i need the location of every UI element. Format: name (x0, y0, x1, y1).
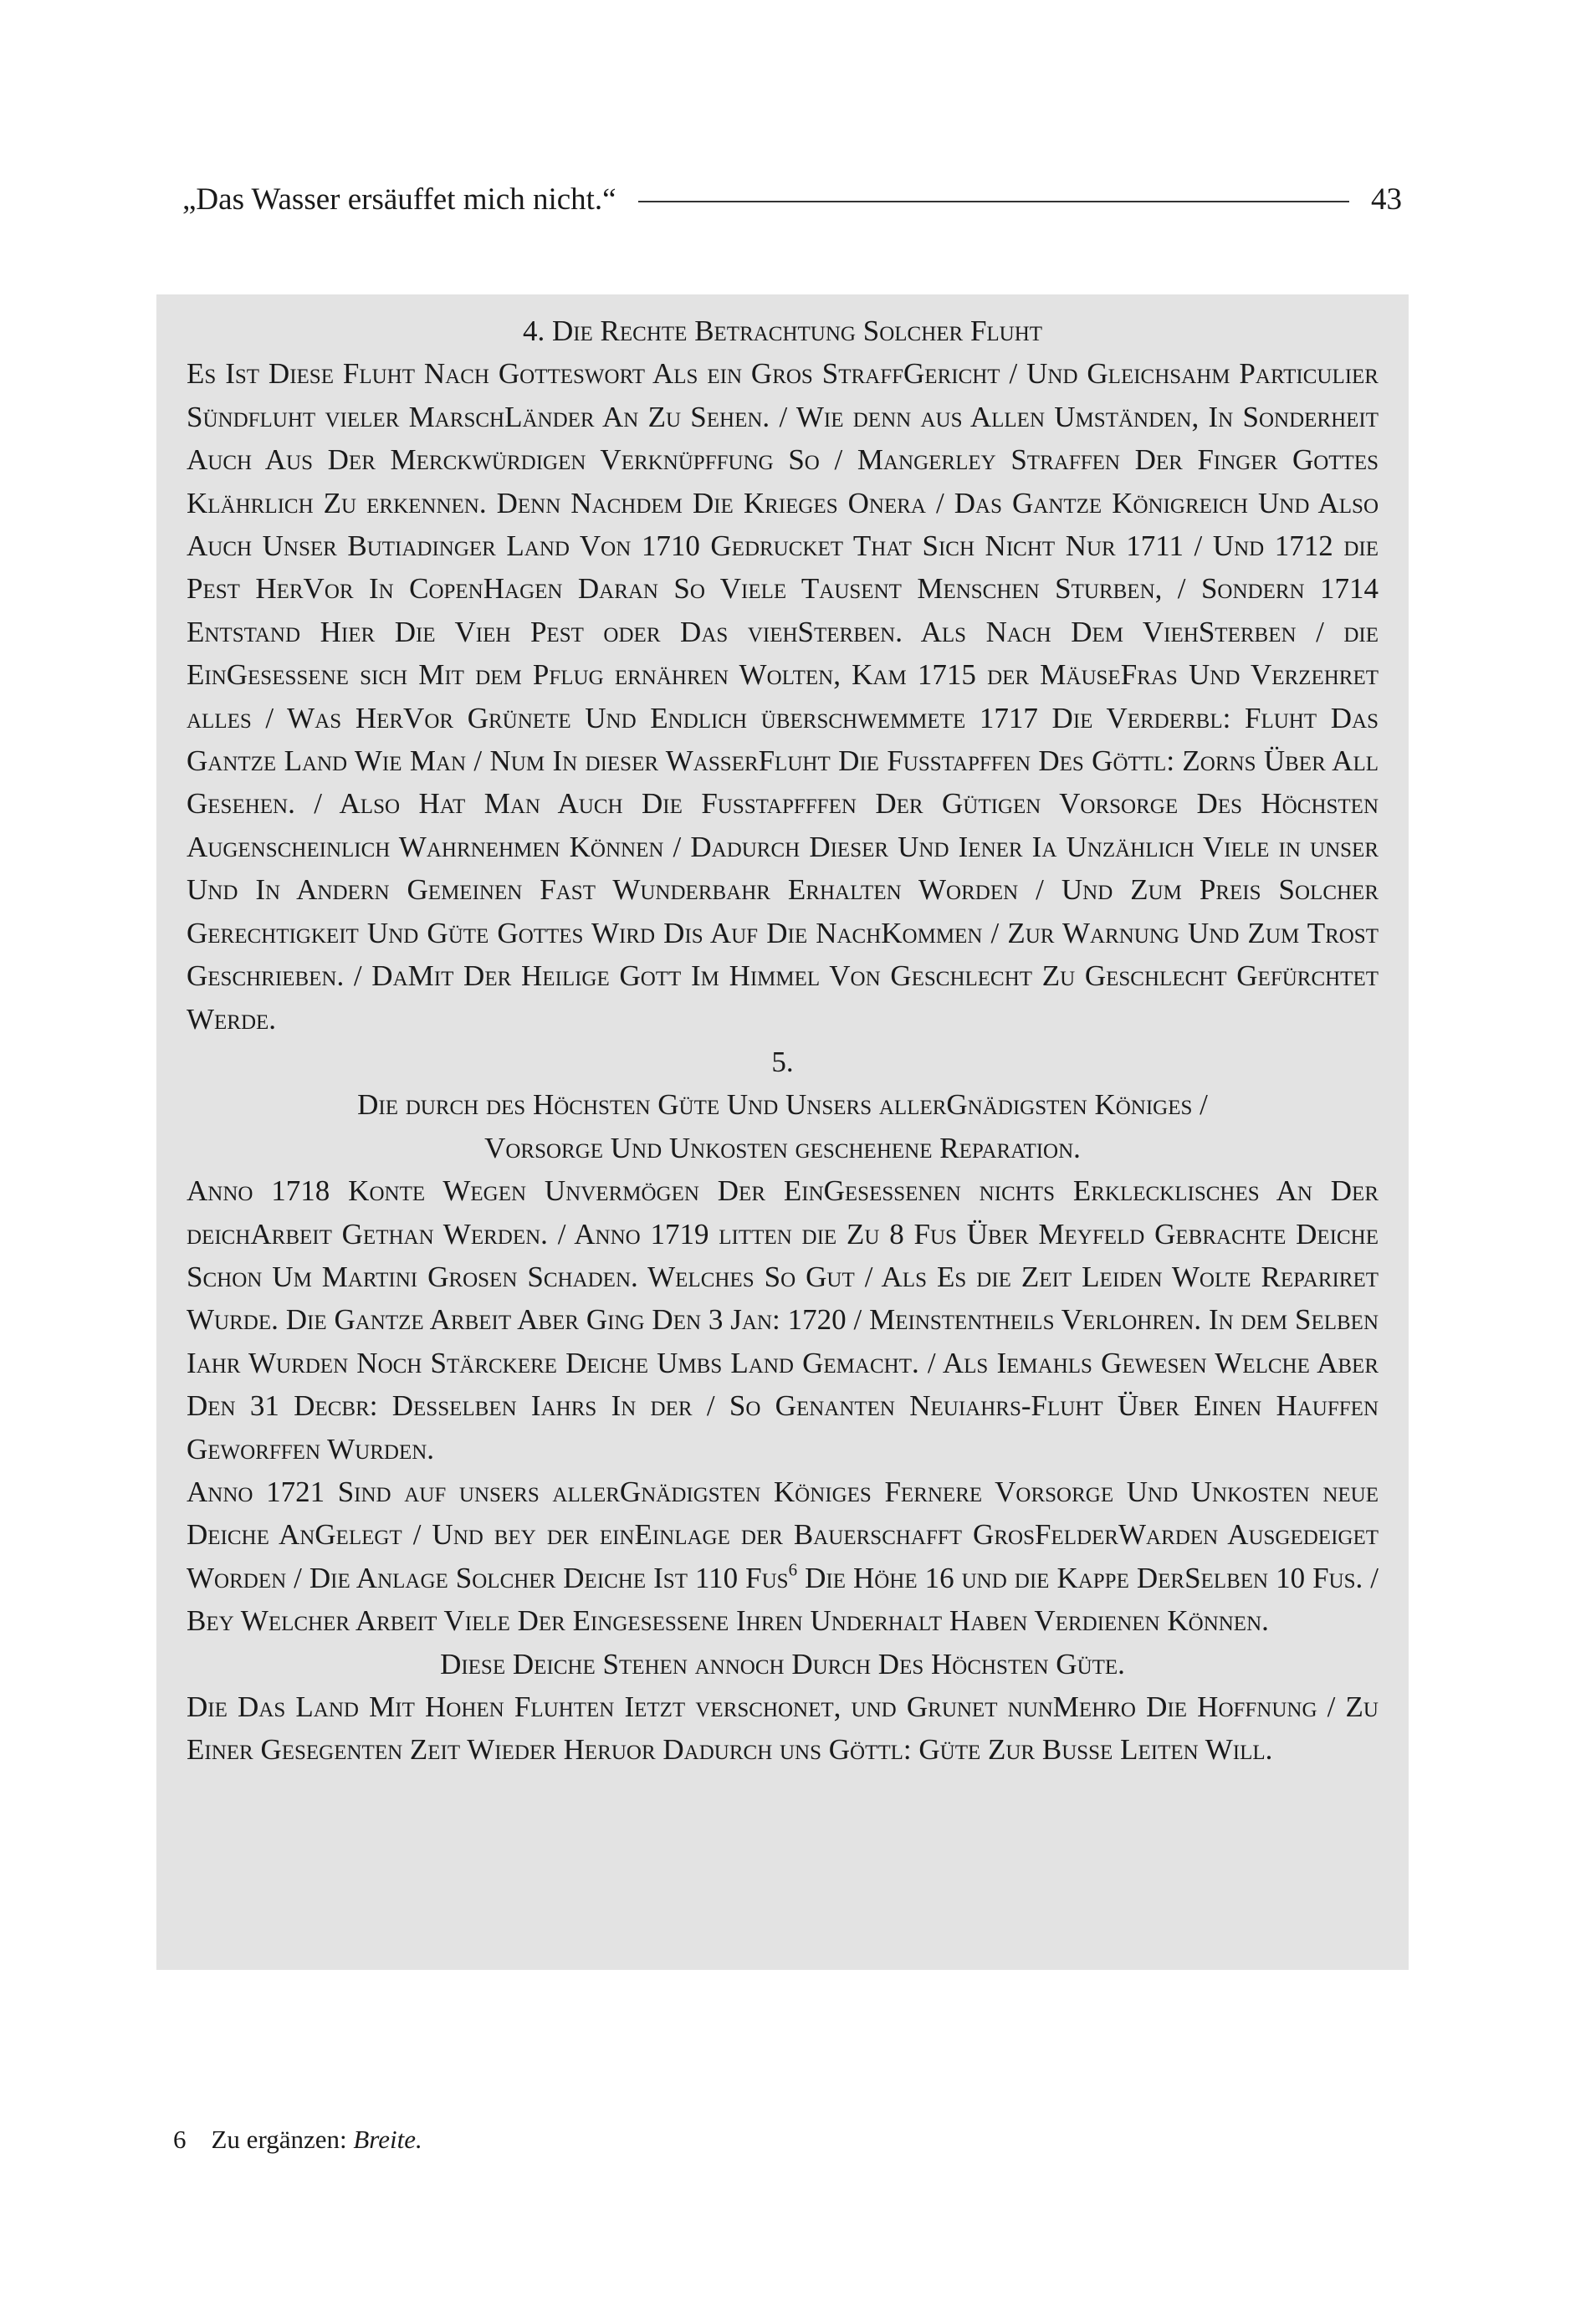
quoted-document-box (156, 294, 1409, 1970)
paragraph-2-text-after: Die Höhe 16 und die Kappe DerSelben 10 Fus. / Bey Welcher Arbeit Viele Der Eingesessene Ihren Underhalt Haben Verdienen Können. (187, 1561, 1379, 1638)
section-4-heading: 4. Die Rechte Betrachtung Solcher Fluht (522, 315, 1043, 347)
footnote (173, 2125, 422, 2155)
running-head-title: „Das Wasser ersäuffet mich nicht.“ (182, 182, 616, 217)
page-number: 43 (1371, 182, 1402, 217)
section-5-number: 5. (771, 1045, 794, 1078)
footnote-text: Zu ergänzen: (211, 2125, 347, 2154)
section-5-center-line: Diese Deiche Stehen annoch Durch Des Höchsten Güte. (440, 1647, 1125, 1680)
section-5-heading-line-2: Vorsorge Und Unkosten geschehene Reparation. (484, 1131, 1081, 1164)
section-5-paragraph-2 (187, 1471, 1379, 1643)
section-4-body: Es Ist Diese Fluht Nach Gotteswort Als ein Gros StraffGericht / Und Gleichsahm Particulier Sündfluht vieler MarschLänder An Zu Sehen. / Wie denn aus Allen Umständen, In Sonderheit Auch Aus Der Merckwürdigen Verknüpffung So / Mangerley Straffen Der Finger Gottes Klährlich Zu erkennen. Denn Nachdem Die Krieges Onera / Das Gantze Königreich Und Also Auch Unser Butiadinger Land Von 1710 Gedrucket That Sich Nicht Nur 1711 / Und 1712 die Pest HerVor In CopenHagen Daran So Viele Tausent Menschen Sturben, / Sondern 1714 Entstand Hier Die Vieh Pest oder Das viehSterben. Als Nach Dem ViehSterben / die EinGesessene sich Mit dem Pflug ernähren Wolten, Kam 1715 der MäuseFras Und Verzehret alles / Was HerVor Grünete Und Endlich überschwemmete 1717 Die Verderbl: Fluht Das Gantze Land Wie Man / Num In dieser WasserFluht Die Fusstapffen Des Göttl: Zorns Über All Gesehen. / Also Hat Man Auch Die Fusstapfffen Der Gütigen Vorsorge Des Höchsten Augenscheinlich Wahrnehmen Können / Dadurch Dieser Und Iener Ia Unzählich Viele in unser Und In Andern Gemeinen Fast Wunderbahr Erhalten Worden / Und Zum Preis Solcher Gerechtigkeit Und Güte Gottes Wird Dis Auf Die NachKommen / Zur Warnung Und Zum Trost Geschrieben. / DaMit Der Heilige Gott Im Himmel Von Geschlecht Zu Geschlecht Gefürchtet Werde. (187, 357, 1379, 1036)
section-5-paragraph-1: Anno 1718 Konte Wegen Unvermögen Der EinGesessenen nichts Erklecklisches An Der deichArbeit Gethan Werden. / Anno 1719 litten die Zu 8 Fus Über Meyfeld Gebrachte Deiche Schon Um Martini Grosen Schaden. Welches So Gut / Als Es die Zeit Leiden Wolte Repariret Wurde. Die Gantze Arbeit Aber Ging Den 3 Jan: 1720 / Meinstentheils Verlohren. In dem Selben Iahr Wurden Noch Stärckere Deiche Umbs Land Gemacht. / Als Iemahls Gewesen Welche Aber Den 31 Decbr: Desselben Iahrs In der / So Genanten Neuiahrs-Fluht Über Einen Hauffen Geworffen Wurden. (187, 1174, 1379, 1465)
section-5-heading-line-1: Die durch des Höchsten Güte Und Unsers allerGnädigsten Königes / (357, 1088, 1208, 1122)
running-head (182, 174, 1402, 224)
paragraph-2-text-before: Anno 1721 Sind auf unsers allerGnädigsten Königes Fernere Vorsorge Und Unkosten neue Deiche AnGelegt / Und bey der einEinlage der Bauerschafft GrosFelderWarden Ausgedeiget Worden / Die Anlage Solcher Deiche Ist 110 Fus (187, 1475, 1379, 1594)
footnote-emphasis: Breite. (353, 2125, 422, 2154)
footnote-number: 6 (173, 2125, 187, 2154)
footnote-reference: 6 (788, 1559, 798, 1580)
section-5-paragraph-3: Die Das Land Mit Hohen Fluhten Ietzt verschonet, und Grunet nunMehro Die Hoffnung / Zu Einer Gesegenten Zeit Wieder Heruor Dadurch uns Göttl: Güte Zur Busse Leiten Will. (187, 1690, 1379, 1767)
running-head-rule (638, 201, 1349, 202)
